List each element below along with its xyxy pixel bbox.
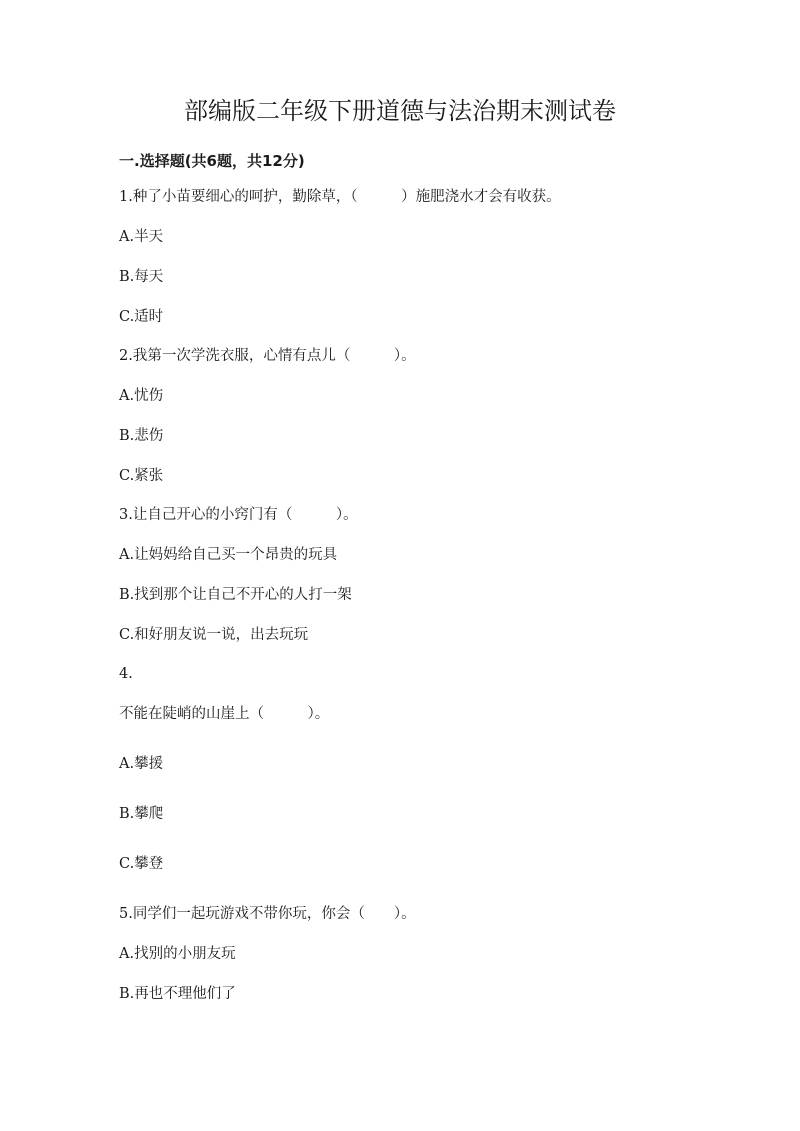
question-3-stem: 3.让自己开心的小窍门有（ ）。 (119, 507, 358, 523)
question-3-option-c: C.和好朋友说一说，出去玩玩 (119, 627, 309, 643)
question-2-option-c: C.紧张 (119, 468, 164, 484)
question-3-option-a: A.让妈妈给自己买一个昂贵的玩具 (119, 547, 338, 563)
question-2-stem: 2.我第一次学洗衣服，心情有点儿（ ）。 (119, 348, 416, 364)
question-2-option-a: A.忧伤 (119, 388, 164, 404)
question-4-number: 4. (119, 666, 133, 682)
question-2-option-b: B.悲伤 (119, 428, 164, 444)
question-1-stem: 1.种了小苗要细心的呵护，勤除草，（ ）施肥浇水才会有收获。 (119, 189, 561, 205)
question-1-option-a: A.半天 (119, 229, 164, 245)
question-5-option-b: B.再也不理他们了 (119, 986, 236, 1002)
question-4-option-b: B.攀爬 (119, 806, 164, 822)
section-heading: 一.选择题(共6题，共12分) (119, 152, 305, 170)
question-5-stem: 5.同学们一起玩游戏不带你玩，你会（ ）。 (119, 906, 416, 922)
question-4-option-c: C.攀登 (119, 856, 164, 872)
question-3-option-b: B.找到那个让自己不开心的人打一架 (119, 587, 352, 603)
question-5-option-a: A.找别的小朋友玩 (119, 946, 236, 962)
question-1-option-b: B.每天 (119, 269, 164, 285)
page-title: 部编版二年级下册道德与法治期末测试卷 (184, 97, 616, 125)
question-4-stem: 不能在陡峭的山崖上（ ）。 (119, 706, 330, 722)
question-4-option-a: A.攀援 (119, 756, 164, 772)
question-1-option-c: C.适时 (119, 309, 164, 325)
